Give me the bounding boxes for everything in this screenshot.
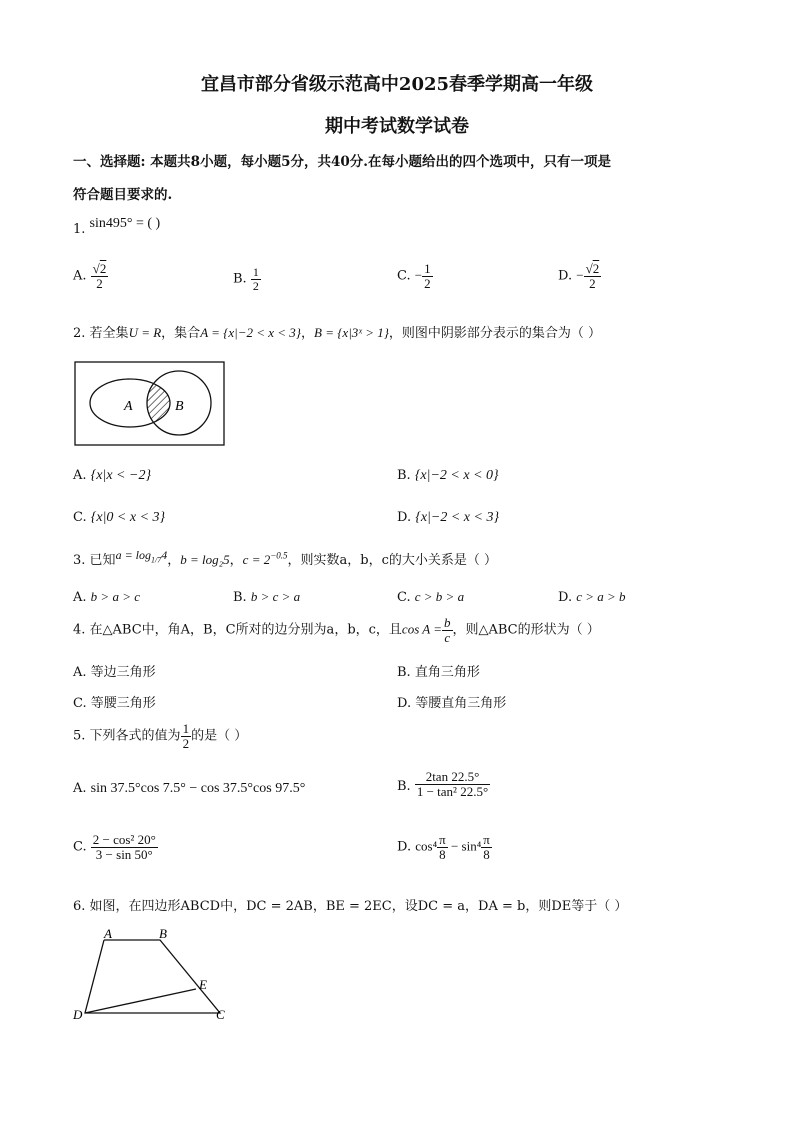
math-set-a: A = {x|−2 < x < 3}	[200, 325, 301, 340]
q4-option-a	[73, 661, 156, 680]
question-6	[73, 895, 627, 914]
cos4-text: cos⁴	[415, 838, 438, 854]
option-label: C.	[397, 590, 411, 605]
option-text: 等腰直角三角形	[415, 696, 507, 711]
q2-option-b	[397, 468, 499, 484]
q5-option-a	[73, 781, 305, 797]
stem-text: 在△ABC中，角A，B，C所对的边分别为a，b，c，且	[89, 622, 402, 638]
option-label: C.	[73, 696, 87, 711]
q2-option-a	[73, 468, 151, 484]
venn-label-a: A	[124, 399, 133, 414]
question-number: 1.	[73, 222, 86, 237]
math-cos-a: cos A =	[401, 621, 442, 637]
stem-text: 的是（ ）	[191, 728, 248, 744]
fraction-tan-expression	[415, 770, 490, 798]
math-set-b: B = {x|3ˣ > 1}	[314, 325, 389, 340]
option-label: A.	[73, 781, 87, 796]
option-label: A.	[73, 665, 87, 680]
option-text: 等腰三角形	[90, 696, 156, 711]
frac-den: 8	[439, 846, 446, 862]
question-5	[73, 722, 247, 750]
frac-num: π	[483, 832, 490, 847]
frac-den: 1 − tan² 22.5°	[416, 783, 489, 799]
stem-text: ，则图中阴影部分表示的集合为（ ）	[388, 326, 602, 341]
point-label-d: D	[73, 1007, 83, 1022]
fraction-1-over-2: $\frac{1}{2}$	[252, 265, 259, 293]
point-label-c: C	[216, 1007, 225, 1022]
fraction-neg-sqrt2-over-2: $\frac{√2}{2}$	[585, 261, 600, 291]
q3-option-c	[397, 589, 464, 605]
sin4-text: − sin⁴	[447, 838, 482, 854]
stem-text: 已知	[89, 553, 116, 568]
option-text: 直角三角形	[414, 665, 480, 680]
option-label: C.	[73, 510, 87, 525]
q2-option-c	[73, 510, 165, 526]
math-b-def: b = log₂5	[180, 552, 230, 567]
stem-text: 下列各式的值为	[89, 728, 181, 744]
frac-den: 2	[182, 735, 190, 751]
option-text: b > a > c	[90, 589, 140, 604]
math-c-def	[243, 552, 288, 567]
math-universe: U = R	[128, 325, 162, 340]
question-stem: 如图，在四边形ABCD中，DC = 2AB，BE = 2EC，设DC = a，DA = b，则DE等于（ ）	[89, 899, 628, 914]
frac-den: 3 − sin 50°	[95, 846, 153, 862]
option-label: D.	[558, 268, 573, 284]
option-text: sin 37.5°cos 7.5° − cos 37.5°cos 97.5°	[90, 781, 306, 796]
question-4	[73, 616, 600, 644]
point-label-a: A	[104, 926, 112, 941]
section-intro-line1: 一、选择题: 本题共8小题，每小题5分，共40分.在每小题给出的四个选项中，只有一项是	[73, 154, 611, 170]
frac-num: 1	[182, 721, 190, 736]
option-label: B.	[233, 590, 247, 605]
exam-title-line2: 期中考试数学试卷	[325, 116, 469, 137]
fraction-sqrt2-over-2: $\frac{√2}{2}$	[92, 261, 107, 291]
exam-title-line1: 宜昌市部分省级示范高中2025春季学期高一年级	[200, 74, 594, 95]
question-number: 4.	[73, 622, 86, 638]
stem-text: ，则△ABC的形状为（ ）	[452, 622, 600, 638]
option-label: B.	[397, 778, 411, 794]
fraction-pi-over-8	[437, 833, 448, 861]
option-label: B.	[397, 468, 411, 483]
fraction-b-over-c	[442, 616, 453, 644]
option-text: {x|x < −2}	[90, 468, 152, 483]
option-label: B.	[397, 665, 411, 680]
option-text: {x|−2 < x < 0}	[414, 468, 499, 483]
a-def-main: a = log	[115, 548, 151, 562]
frac-den: 8	[483, 846, 490, 862]
option-label: D.	[397, 696, 412, 711]
stem-text: ，	[301, 326, 315, 341]
q1-option-a	[73, 262, 108, 290]
option-label: C.	[397, 268, 411, 284]
stem-text: 若全集	[89, 326, 129, 341]
frac-num: b	[444, 615, 451, 630]
q1-option-b	[233, 266, 261, 292]
c-def-base: c = 2	[242, 552, 271, 567]
option-label: D.	[397, 510, 412, 525]
math-a-def	[115, 548, 168, 565]
stem-text: ，则实数a，b，c的大小关系是（ ）	[287, 553, 498, 568]
venn-label-b: B	[175, 399, 184, 414]
q5-option-c	[73, 833, 158, 861]
option-label: D.	[397, 839, 412, 855]
frac-den: c	[444, 629, 451, 645]
option-text: b > c > a	[250, 589, 301, 604]
point-label-e: E	[199, 977, 207, 992]
option-label: A.	[73, 590, 87, 605]
quadrilateral-figure	[68, 925, 238, 1025]
question-1	[73, 216, 161, 238]
option-label: B.	[233, 271, 247, 287]
q5-option-b	[397, 770, 490, 798]
question-number: 5.	[73, 728, 86, 744]
question-number: 6.	[73, 899, 86, 914]
q1-option-d: D. − $\frac{√2}{2}$	[558, 261, 600, 291]
q4-option-c	[73, 692, 156, 711]
frac-num: 2tan 22.5°	[415, 770, 490, 785]
question-stem: sin495° = ( )	[89, 216, 161, 231]
option-label: D.	[558, 590, 573, 605]
fraction-pi-over-8	[481, 833, 492, 861]
frac-num: π	[439, 832, 446, 847]
q2-option-d	[397, 510, 499, 526]
option-label: A.	[73, 468, 87, 483]
fraction-neg-1-over-2: $\frac{1}{2}$	[424, 261, 431, 291]
q3-option-b	[233, 589, 300, 605]
option-label: C.	[73, 839, 87, 855]
point-label-b: B	[159, 926, 167, 941]
question-3: 3. 已知$a = \log_{1/7}4$，b = log₂5，$c = 2^{-0.5}$，则实数a，b，c的大小关系是（ ）	[73, 548, 498, 568]
option-text: {x|0 < x < 3}	[90, 510, 166, 525]
fraction-1-over-2	[181, 722, 192, 750]
option-text: c > a > b	[576, 589, 626, 604]
q4-option-b	[397, 661, 480, 680]
q1-option-c: C. − $\frac{1}{2}$	[397, 261, 431, 291]
a-def-base: 1/7	[151, 555, 162, 565]
frac-num: 2 − cos² 20°	[92, 832, 156, 847]
section-intro-line2: 符合题目要求的.	[73, 187, 173, 203]
venn-diagram	[74, 361, 226, 447]
question-2	[73, 322, 601, 341]
option-label: A.	[73, 268, 87, 284]
c-def-exp: −0.5	[270, 550, 288, 561]
q3-option-a	[73, 589, 140, 605]
q5-option-d	[397, 833, 492, 861]
question-number: 3.	[73, 553, 86, 568]
a-def-arg: 4	[161, 548, 168, 562]
stem-text: ，集合	[161, 326, 201, 341]
question-number: 2.	[73, 326, 86, 341]
option-text: 等边三角形	[90, 665, 156, 680]
option-text: c > b > a	[414, 589, 465, 604]
option-text: {x|−2 < x < 3}	[415, 510, 500, 525]
q4-option-d	[397, 692, 506, 711]
q3-option-d	[558, 589, 626, 605]
fraction-cos-sin-expression	[91, 833, 158, 861]
segment-de	[85, 989, 196, 1013]
